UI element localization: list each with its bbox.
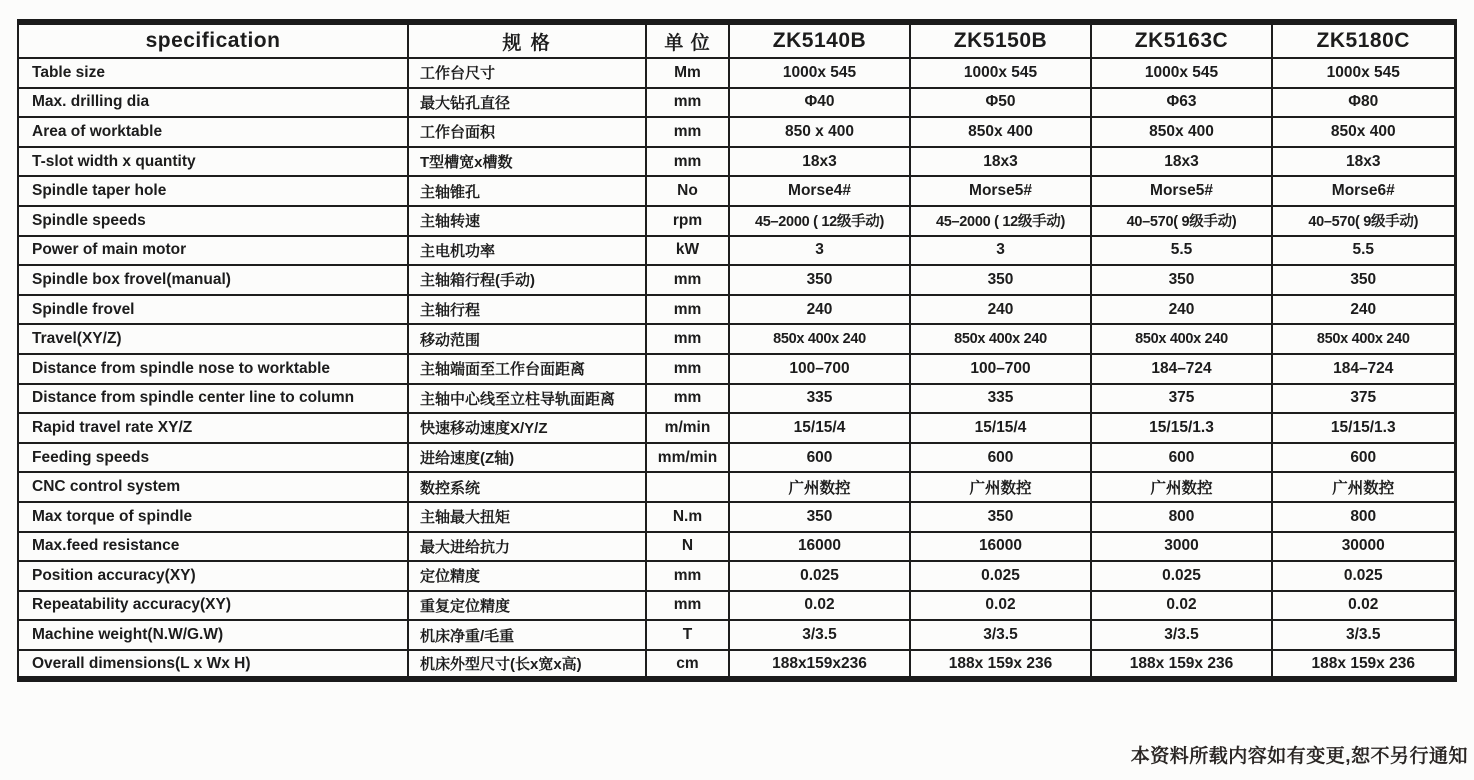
spec-cn-cell: 主轴中心线至立柱导轨面距离 — [408, 384, 646, 414]
spec-name-cell: Position accuracy(XY) — [18, 561, 408, 591]
spec-name-cell: Max torque of spindle — [18, 502, 408, 532]
value-cell: 188x 159x 236 — [1091, 650, 1272, 680]
value-cell: Φ50 — [910, 88, 1091, 118]
value-cell: 350 — [729, 502, 910, 532]
table-row — [18, 354, 1455, 384]
col-header-model-zk5163c: ZK5163C — [1091, 22, 1272, 58]
value-cell: 0.025 — [1091, 561, 1272, 591]
value-cell: 3 — [729, 236, 910, 266]
value-cell: 600 — [1091, 443, 1272, 473]
spec-table-body — [18, 58, 1455, 679]
table-row — [18, 147, 1455, 177]
col-header-unit: 单 位 — [646, 22, 729, 58]
value-cell: 30000 — [1272, 532, 1455, 562]
value-cell: 45–2000 ( 12级手动) — [729, 206, 910, 236]
spec-name-cell: Max. drilling dia — [18, 88, 408, 118]
unit-cell: mm — [646, 354, 729, 384]
spec-name-cell: CNC control system — [18, 472, 408, 502]
spec-name-cell: Overall dimensions(L x Wx H) — [18, 650, 408, 680]
col-header-spec-cn: 规 格 — [408, 22, 646, 58]
value-cell: Morse4# — [729, 176, 910, 206]
value-cell: 100–700 — [910, 354, 1091, 384]
col-header-model-zk5150b: ZK5150B — [910, 22, 1091, 58]
unit-cell: m/min — [646, 413, 729, 443]
value-cell: 1000x 545 — [1272, 58, 1455, 88]
value-cell: 18x3 — [910, 147, 1091, 177]
value-cell: Φ63 — [1091, 88, 1272, 118]
table-row — [18, 324, 1455, 354]
spec-cn-cell: 主轴行程 — [408, 295, 646, 325]
spec-name-cell: Spindle frovel — [18, 295, 408, 325]
spec-cn-cell: 主轴转速 — [408, 206, 646, 236]
value-cell: 240 — [1091, 295, 1272, 325]
col-header-model-zk5180c: ZK5180C — [1272, 22, 1455, 58]
value-cell: 0.02 — [910, 591, 1091, 621]
value-cell: Φ40 — [729, 88, 910, 118]
value-cell: 18x3 — [1091, 147, 1272, 177]
table-row — [18, 413, 1455, 443]
unit-cell: rpm — [646, 206, 729, 236]
table-row — [18, 502, 1455, 532]
value-cell: Morse5# — [1091, 176, 1272, 206]
value-cell: 188x 159x 236 — [910, 650, 1091, 680]
table-row — [18, 650, 1455, 680]
value-cell: Morse5# — [910, 176, 1091, 206]
unit-cell: mm — [646, 324, 729, 354]
spec-cn-cell: T型槽宽x槽数 — [408, 147, 646, 177]
value-cell: 5.5 — [1272, 236, 1455, 266]
table-row — [18, 176, 1455, 206]
value-cell: 0.025 — [910, 561, 1091, 591]
value-cell: 335 — [729, 384, 910, 414]
unit-cell: T — [646, 620, 729, 650]
value-cell: 800 — [1091, 502, 1272, 532]
table-row — [18, 88, 1455, 118]
value-cell: 335 — [910, 384, 1091, 414]
spec-name-cell: Feeding speeds — [18, 443, 408, 473]
value-cell: 广州数控 — [1272, 472, 1455, 502]
table-row — [18, 472, 1455, 502]
value-cell: 0.02 — [729, 591, 910, 621]
value-cell: Φ80 — [1272, 88, 1455, 118]
value-cell: 广州数控 — [910, 472, 1091, 502]
spec-cn-cell: 主轴箱行程(手动) — [408, 265, 646, 295]
spec-name-cell: Rapid travel rate XY/Z — [18, 413, 408, 443]
value-cell: 广州数控 — [1091, 472, 1272, 502]
spec-cn-cell: 移动范围 — [408, 324, 646, 354]
spec-name-cell: Table size — [18, 58, 408, 88]
table-row — [18, 206, 1455, 236]
col-header-model-zk5140b: ZK5140B — [729, 22, 910, 58]
value-cell: 850x 400 — [1272, 117, 1455, 147]
value-cell: 375 — [1091, 384, 1272, 414]
col-header-specification: specification — [18, 22, 408, 58]
value-cell: 375 — [1272, 384, 1455, 414]
spec-cn-cell: 最大进给抗力 — [408, 532, 646, 562]
value-cell: 15/15/4 — [729, 413, 910, 443]
spec-name-cell: Spindle speeds — [18, 206, 408, 236]
unit-cell: mm — [646, 295, 729, 325]
value-cell: 350 — [910, 502, 1091, 532]
value-cell: 188x 159x 236 — [1272, 650, 1455, 680]
value-cell: 188x159x236 — [729, 650, 910, 680]
value-cell: 850x 400x 240 — [729, 324, 910, 354]
spec-cn-cell: 机床外型尺寸(长x宽x高) — [408, 650, 646, 680]
value-cell: 16000 — [910, 532, 1091, 562]
table-row — [18, 117, 1455, 147]
value-cell: 100–700 — [729, 354, 910, 384]
value-cell: 1000x 545 — [729, 58, 910, 88]
value-cell: 800 — [1272, 502, 1455, 532]
unit-cell: mm — [646, 561, 729, 591]
value-cell: 3 — [910, 236, 1091, 266]
unit-cell: N.m — [646, 502, 729, 532]
unit-cell: cm — [646, 650, 729, 680]
value-cell: 3/3.5 — [1272, 620, 1455, 650]
value-cell: 850x 400 — [910, 117, 1091, 147]
value-cell: 850x 400x 240 — [1272, 324, 1455, 354]
value-cell: 850x 400 — [1091, 117, 1272, 147]
header-row — [18, 22, 1455, 58]
table-row — [18, 384, 1455, 414]
value-cell: 240 — [729, 295, 910, 325]
value-cell: 3/3.5 — [729, 620, 910, 650]
value-cell: 3/3.5 — [910, 620, 1091, 650]
spec-cn-cell: 重复定位精度 — [408, 591, 646, 621]
unit-cell: mm — [646, 117, 729, 147]
value-cell: 850 x 400 — [729, 117, 910, 147]
value-cell: 15/15/1.3 — [1272, 413, 1455, 443]
spec-name-cell: Power of main motor — [18, 236, 408, 266]
unit-cell: mm — [646, 591, 729, 621]
spec-name-cell: Spindle taper hole — [18, 176, 408, 206]
value-cell: 600 — [910, 443, 1091, 473]
unit-cell: N — [646, 532, 729, 562]
value-cell: 350 — [910, 265, 1091, 295]
spec-name-cell: Repeatability accuracy(XY) — [18, 591, 408, 621]
value-cell: Morse6# — [1272, 176, 1455, 206]
spec-cn-cell: 主轴锥孔 — [408, 176, 646, 206]
value-cell: 15/15/4 — [910, 413, 1091, 443]
spec-cn-cell: 工作台面积 — [408, 117, 646, 147]
spec-name-cell: Area of worktable — [18, 117, 408, 147]
value-cell: 240 — [910, 295, 1091, 325]
spec-name-cell: Spindle box frovel(manual) — [18, 265, 408, 295]
spec-name-cell: T-slot width x quantity — [18, 147, 408, 177]
value-cell: 40–570( 9级手动) — [1272, 206, 1455, 236]
table-row — [18, 443, 1455, 473]
value-cell: 5.5 — [1091, 236, 1272, 266]
value-cell: 850x 400x 240 — [910, 324, 1091, 354]
value-cell: 40–570( 9级手动) — [1091, 206, 1272, 236]
spec-cn-cell: 快速移动速度X/Y/Z — [408, 413, 646, 443]
value-cell: 350 — [1091, 265, 1272, 295]
value-cell: 1000x 545 — [910, 58, 1091, 88]
spec-name-cell: Machine weight(N.W/G.W) — [18, 620, 408, 650]
unit-cell: kW — [646, 236, 729, 266]
spec-cn-cell: 最大钻孔直径 — [408, 88, 646, 118]
value-cell: 0.025 — [729, 561, 910, 591]
value-cell: 0.02 — [1091, 591, 1272, 621]
unit-cell: No — [646, 176, 729, 206]
value-cell: 184–724 — [1091, 354, 1272, 384]
spec-name-cell: Distance from spindle nose to worktable — [18, 354, 408, 384]
unit-cell: mm — [646, 147, 729, 177]
value-cell: 600 — [1272, 443, 1455, 473]
value-cell: 0.02 — [1272, 591, 1455, 621]
spec-cn-cell: 定位精度 — [408, 561, 646, 591]
value-cell: 18x3 — [1272, 147, 1455, 177]
spec-cn-cell: 主轴最大扭矩 — [408, 502, 646, 532]
table-row — [18, 265, 1455, 295]
spec-cn-cell: 工作台尺寸 — [408, 58, 646, 88]
footer-note: 本资料所载内容如有变更,恕不另行通知 — [1130, 746, 1468, 767]
value-cell: 350 — [729, 265, 910, 295]
value-cell: 184–724 — [1272, 354, 1455, 384]
table-row — [18, 591, 1455, 621]
table-row — [18, 561, 1455, 591]
unit-cell — [646, 472, 729, 502]
spec-name-cell: Travel(XY/Z) — [18, 324, 408, 354]
spec-cn-cell: 进给速度(Z轴) — [408, 443, 646, 473]
unit-cell: mm — [646, 265, 729, 295]
value-cell: 广州数控 — [729, 472, 910, 502]
value-cell: 18x3 — [729, 147, 910, 177]
table-row — [18, 620, 1455, 650]
value-cell: 0.025 — [1272, 561, 1455, 591]
spec-name-cell: Distance from spindle center line to column — [18, 384, 408, 414]
unit-cell: mm/min — [646, 443, 729, 473]
spec-cn-cell: 主轴端面至工作台面距离 — [408, 354, 646, 384]
table-row — [18, 58, 1455, 88]
value-cell: 45–2000 ( 12级手动) — [910, 206, 1091, 236]
spec-name-cell: Max.feed resistance — [18, 532, 408, 562]
value-cell: 600 — [729, 443, 910, 473]
unit-cell: mm — [646, 88, 729, 118]
value-cell: 240 — [1272, 295, 1455, 325]
value-cell: 15/15/1.3 — [1091, 413, 1272, 443]
table-row — [18, 236, 1455, 266]
unit-cell: mm — [646, 384, 729, 414]
spec-table — [17, 19, 1457, 682]
value-cell: 850x 400x 240 — [1091, 324, 1272, 354]
table-row — [18, 295, 1455, 325]
spec-cn-cell: 数控系统 — [408, 472, 646, 502]
value-cell: 350 — [1272, 265, 1455, 295]
value-cell: 1000x 545 — [1091, 58, 1272, 88]
value-cell: 3000 — [1091, 532, 1272, 562]
table-row — [18, 532, 1455, 562]
spec-cn-cell: 机床净重/毛重 — [408, 620, 646, 650]
spec-cn-cell: 主电机功率 — [408, 236, 646, 266]
value-cell: 3/3.5 — [1091, 620, 1272, 650]
value-cell: 16000 — [729, 532, 910, 562]
unit-cell: Mm — [646, 58, 729, 88]
